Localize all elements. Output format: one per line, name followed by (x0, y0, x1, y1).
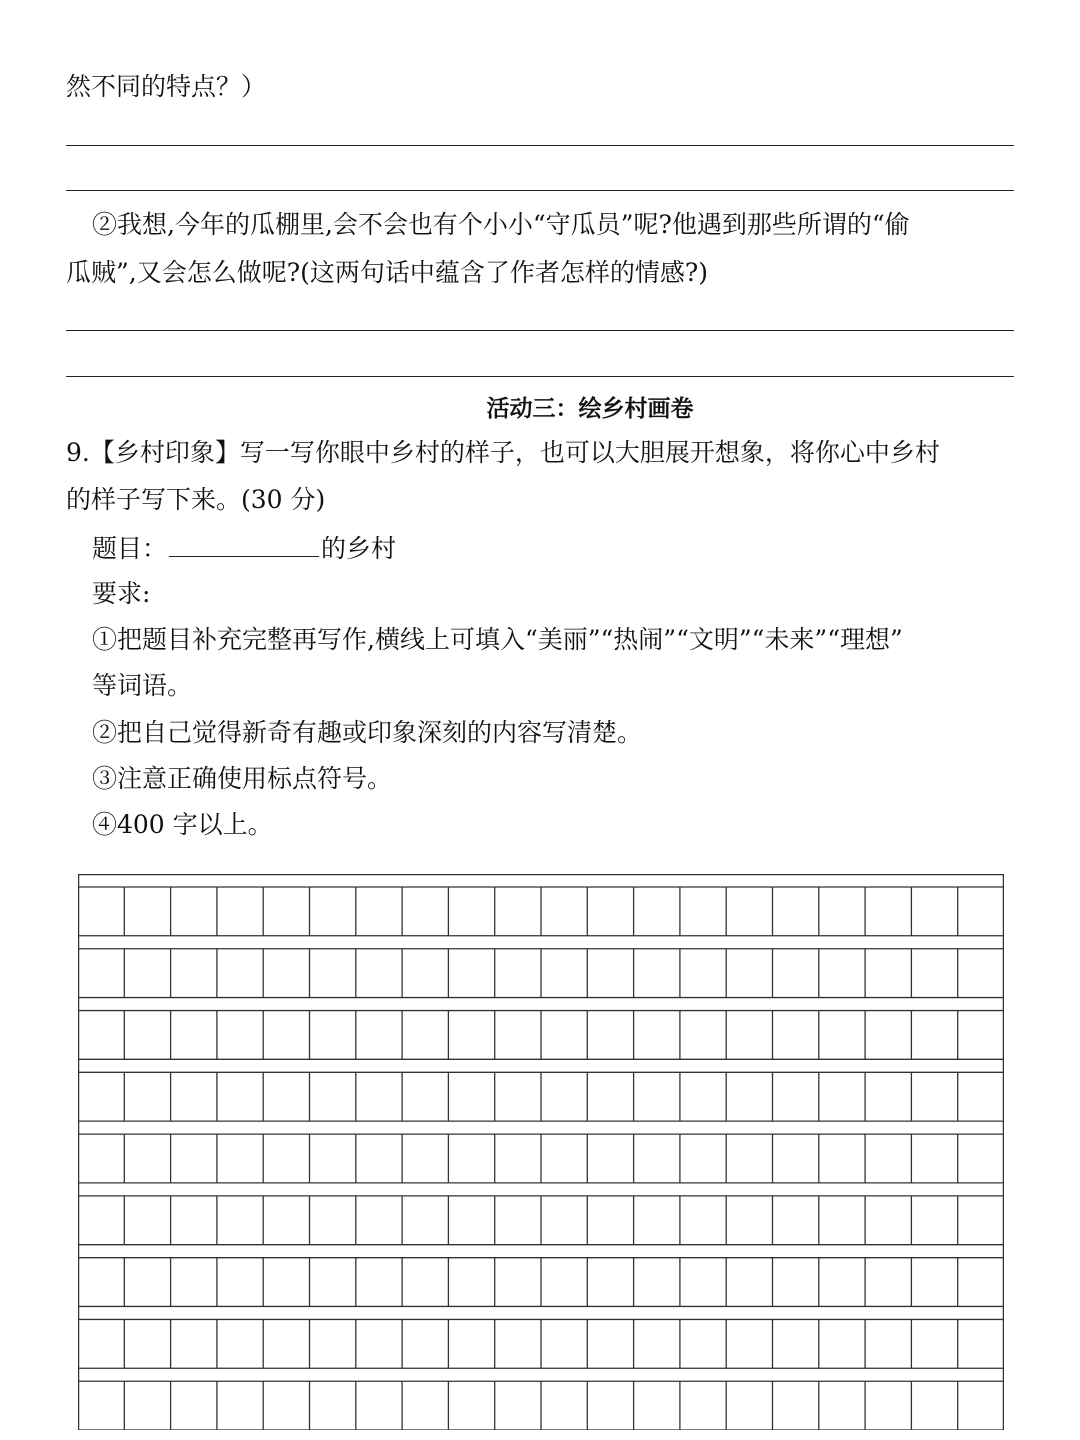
grid-cell[interactable] (124, 1196, 170, 1245)
grid-cell[interactable] (402, 1319, 448, 1368)
grid-cell[interactable] (773, 887, 819, 936)
grid-cell[interactable] (217, 1196, 263, 1245)
grid-cell[interactable] (495, 1319, 541, 1368)
grid-cell[interactable] (78, 1011, 124, 1060)
grid-cell[interactable] (587, 887, 633, 936)
grid-cell[interactable] (911, 1011, 957, 1060)
grid-cell[interactable] (958, 1319, 1004, 1368)
grid-cell[interactable] (773, 1381, 819, 1430)
grid-cell[interactable] (171, 949, 217, 998)
grid-cell[interactable] (726, 1072, 772, 1121)
grid-cell[interactable] (634, 1381, 680, 1430)
grid-cell[interactable] (263, 887, 309, 936)
grid-cell[interactable] (78, 1258, 124, 1307)
grid-cell[interactable] (819, 1196, 865, 1245)
grid-cell[interactable] (356, 1258, 402, 1307)
grid-cell[interactable] (448, 1072, 494, 1121)
grid-cell[interactable] (356, 949, 402, 998)
grid-cell[interactable] (495, 1381, 541, 1430)
grid-cell[interactable] (541, 887, 587, 936)
answer-line[interactable] (66, 190, 1014, 191)
grid-cell[interactable] (634, 1196, 680, 1245)
grid-cell[interactable] (171, 1072, 217, 1121)
grid-cell[interactable] (448, 1011, 494, 1060)
grid-cell[interactable] (865, 949, 911, 998)
grid-cell[interactable] (356, 1381, 402, 1430)
grid-cell[interactable] (773, 1072, 819, 1121)
grid-cell[interactable] (587, 1011, 633, 1060)
grid-cell[interactable] (865, 887, 911, 936)
grid-cell[interactable] (634, 1072, 680, 1121)
grid-cell[interactable] (402, 1011, 448, 1060)
grid-cell[interactable] (958, 1011, 1004, 1060)
grid-cell[interactable] (124, 1134, 170, 1183)
grid-cell[interactable] (263, 1258, 309, 1307)
grid-cell[interactable] (819, 1381, 865, 1430)
grid-cell[interactable] (819, 949, 865, 998)
grid-cell[interactable] (171, 1381, 217, 1430)
grid-cell[interactable] (402, 1134, 448, 1183)
grid-cell[interactable] (448, 1381, 494, 1430)
grid-cell[interactable] (911, 1134, 957, 1183)
grid-cell[interactable] (263, 1196, 309, 1245)
grid-cell[interactable] (819, 1319, 865, 1368)
grid-cell[interactable] (310, 1319, 356, 1368)
grid-cell[interactable] (171, 1196, 217, 1245)
grid-cell[interactable] (217, 949, 263, 998)
grid-cell[interactable] (402, 887, 448, 936)
grid-cell[interactable] (634, 1258, 680, 1307)
grid-cell[interactable] (587, 1134, 633, 1183)
grid-cell[interactable] (402, 1196, 448, 1245)
essay-title-blank[interactable] (169, 530, 319, 557)
writing-grid[interactable] (78, 874, 1004, 1430)
essay-title-row (92, 530, 396, 566)
grid-cell[interactable] (911, 1072, 957, 1121)
grid-cell[interactable] (217, 1011, 263, 1060)
grid-cell[interactable] (680, 887, 726, 936)
grid-cell[interactable] (263, 1011, 309, 1060)
grid-cell[interactable] (634, 887, 680, 936)
grid-cell[interactable] (402, 949, 448, 998)
grid-cell[interactable] (356, 1011, 402, 1060)
answer-line[interactable] (66, 376, 1014, 377)
grid-cell[interactable] (541, 1319, 587, 1368)
grid-cell[interactable] (217, 1134, 263, 1183)
grid-cell[interactable] (819, 887, 865, 936)
grid-cell[interactable] (310, 949, 356, 998)
grid-cell[interactable] (634, 949, 680, 998)
grid-cell[interactable] (865, 1011, 911, 1060)
grid-cell[interactable] (541, 1258, 587, 1307)
grid-cell[interactable] (958, 949, 1004, 998)
grid-cell[interactable] (495, 1072, 541, 1121)
grid-cell[interactable] (448, 887, 494, 936)
requirement-2: ②把自己觉得新奇有趣或印象深刻的内容写清楚。 (92, 718, 643, 747)
grid-cell[interactable] (773, 1258, 819, 1307)
grid-cell[interactable] (773, 1011, 819, 1060)
grid-cell[interactable] (124, 1319, 170, 1368)
grid-cell[interactable] (680, 1134, 726, 1183)
activity-heading: 活动三：绘乡村画卷 (486, 396, 694, 422)
grid-cell[interactable] (680, 1072, 726, 1121)
grid-cell[interactable] (587, 1072, 633, 1121)
grid-cell[interactable] (541, 1011, 587, 1060)
grid-cell[interactable] (587, 1258, 633, 1307)
grid-cell[interactable] (819, 1072, 865, 1121)
grid-cell[interactable] (263, 949, 309, 998)
grid-cell[interactable] (911, 1258, 957, 1307)
grid-cell[interactable] (911, 1319, 957, 1368)
grid-cell[interactable] (541, 1134, 587, 1183)
grid-cell[interactable] (402, 1381, 448, 1430)
grid-cell[interactable] (448, 1134, 494, 1183)
grid-cell[interactable] (773, 1196, 819, 1245)
grid-cell[interactable] (448, 1258, 494, 1307)
grid-cell[interactable] (958, 1134, 1004, 1183)
grid-cell[interactable] (124, 949, 170, 998)
grid-cell[interactable] (402, 1258, 448, 1307)
grid-cell[interactable] (78, 1381, 124, 1430)
grid-cell[interactable] (310, 1196, 356, 1245)
grid-cell[interactable] (541, 1196, 587, 1245)
grid-cell[interactable] (495, 1258, 541, 1307)
q9-prompt-line1: 9.【乡村印象】写一写你眼中乡村的样子，也可以大胆展开想象，将你心中乡村 (66, 438, 940, 467)
grid-cell[interactable] (217, 887, 263, 936)
grid-cell[interactable] (356, 1134, 402, 1183)
grid-cell[interactable] (773, 1134, 819, 1183)
grid-cell[interactable] (726, 1319, 772, 1368)
grid-cell[interactable] (911, 1196, 957, 1245)
grid-cell[interactable] (78, 887, 124, 936)
grid-cell[interactable] (495, 887, 541, 936)
q9-prompt-line2: 的样子写下来。(30 分) (66, 485, 326, 514)
grid-cell[interactable] (958, 1196, 1004, 1245)
grid-cell[interactable] (587, 1319, 633, 1368)
grid-cell[interactable] (958, 1258, 1004, 1307)
grid-cell[interactable] (911, 949, 957, 998)
grid-cell[interactable] (124, 1258, 170, 1307)
grid-cell[interactable] (171, 1258, 217, 1307)
grid-cell[interactable] (680, 1011, 726, 1060)
grid-cell[interactable] (680, 1258, 726, 1307)
essay-title-suffix: 的乡村 (321, 534, 397, 563)
grid-cell[interactable] (263, 1072, 309, 1121)
grid-cell[interactable] (124, 1381, 170, 1430)
grid-cell[interactable] (448, 1319, 494, 1368)
grid-cell[interactable] (310, 1381, 356, 1430)
grid-cell[interactable] (495, 1011, 541, 1060)
grid-cell[interactable] (448, 949, 494, 998)
grid-cell[interactable] (773, 949, 819, 998)
grid-cell[interactable] (78, 1196, 124, 1245)
grid-cell[interactable] (263, 1134, 309, 1183)
grid-cell[interactable] (217, 1381, 263, 1430)
grid-cell[interactable] (263, 1381, 309, 1430)
grid-cell[interactable] (541, 1072, 587, 1121)
grid-cell[interactable] (726, 949, 772, 998)
grid-cell[interactable] (680, 1381, 726, 1430)
requirement-3: ③注意正确使用标点符号。 (92, 764, 393, 793)
grid-cell[interactable] (310, 1258, 356, 1307)
grid-cell[interactable] (958, 887, 1004, 936)
grid-cell[interactable] (217, 1258, 263, 1307)
grid-cell[interactable] (356, 1196, 402, 1245)
grid-cell[interactable] (171, 887, 217, 936)
grid-cell[interactable] (310, 1011, 356, 1060)
grid-cell[interactable] (171, 1319, 217, 1368)
grid-cell[interactable] (171, 1011, 217, 1060)
grid-cell[interactable] (78, 1134, 124, 1183)
grid-cell[interactable] (78, 1319, 124, 1368)
q8-sub2-line1: ②我想,今年的瓜棚里,会不会也有个小小“守瓜员”呢?他遇到那些所谓的“偷 (92, 210, 910, 239)
grid-cell[interactable] (402, 1072, 448, 1121)
grid-cell[interactable] (541, 1381, 587, 1430)
grid-cell[interactable] (124, 887, 170, 936)
grid-cell[interactable] (124, 1011, 170, 1060)
grid-cell[interactable] (310, 1072, 356, 1121)
grid-cell[interactable] (726, 1134, 772, 1183)
grid-cell[interactable] (911, 887, 957, 936)
grid-cell[interactable] (958, 1072, 1004, 1121)
q8-question-tail: 然不同的特点？） (66, 72, 267, 101)
grid-cell[interactable] (865, 1319, 911, 1368)
grid-cell[interactable] (865, 1072, 911, 1121)
requirement-1-line2: 等词语。 (92, 671, 193, 700)
requirement-4: ④400 字以上。 (92, 810, 273, 839)
grid-cell[interactable] (495, 1196, 541, 1245)
grid-cell[interactable] (587, 1381, 633, 1430)
grid-cell[interactable] (495, 1134, 541, 1183)
grid-cell[interactable] (634, 1319, 680, 1368)
answer-line[interactable] (66, 330, 1014, 331)
grid-cell[interactable] (819, 1011, 865, 1060)
grid-cell[interactable] (958, 1381, 1004, 1430)
grid-cell[interactable] (78, 1072, 124, 1121)
grid-cell[interactable] (356, 1072, 402, 1121)
grid-cell[interactable] (448, 1196, 494, 1245)
requirement-1-line1: ①把题目补充完整再写作,横线上可填入“美丽”“热闹”“文明”“未来”“理想” (92, 625, 903, 654)
grid-cell[interactable] (310, 1134, 356, 1183)
grid-cell[interactable] (865, 1258, 911, 1307)
grid-cell[interactable] (587, 1196, 633, 1245)
grid-cell[interactable] (865, 1196, 911, 1245)
grid-cell[interactable] (541, 949, 587, 998)
grid-cell[interactable] (263, 1319, 309, 1368)
grid-cell[interactable] (634, 1134, 680, 1183)
requirements-label: 要求: (92, 579, 151, 608)
grid-cell[interactable] (356, 1319, 402, 1368)
grid-cell[interactable] (680, 949, 726, 998)
grid-cell[interactable] (773, 1319, 819, 1368)
grid-cell[interactable] (217, 1319, 263, 1368)
grid-cell[interactable] (356, 887, 402, 936)
grid-cell[interactable] (495, 949, 541, 998)
grid-cell[interactable] (865, 1134, 911, 1183)
answer-line[interactable] (66, 145, 1014, 146)
grid-cell[interactable] (726, 887, 772, 936)
grid-cell[interactable] (726, 1381, 772, 1430)
grid-cell[interactable] (680, 1319, 726, 1368)
essay-title-prefix: 题目： (92, 534, 168, 563)
grid-cell[interactable] (865, 1381, 911, 1430)
grid-cell[interactable] (819, 1134, 865, 1183)
grid-cell[interactable] (819, 1258, 865, 1307)
grid-cell[interactable] (310, 887, 356, 936)
q8-sub2-line2: 瓜贼”,又会怎么做呢?(这两句话中蕴含了作者怎样的情感?) (66, 258, 709, 287)
grid-cell[interactable] (726, 1196, 772, 1245)
grid-cell[interactable] (726, 1011, 772, 1060)
grid-cell[interactable] (171, 1134, 217, 1183)
grid-cell[interactable] (726, 1258, 772, 1307)
grid-cell[interactable] (911, 1381, 957, 1430)
grid-cell[interactable] (634, 1011, 680, 1060)
grid-cell[interactable] (680, 1196, 726, 1245)
grid-cell[interactable] (124, 1072, 170, 1121)
grid-cell[interactable] (78, 949, 124, 998)
grid-cell[interactable] (587, 949, 633, 998)
grid-cell[interactable] (217, 1072, 263, 1121)
